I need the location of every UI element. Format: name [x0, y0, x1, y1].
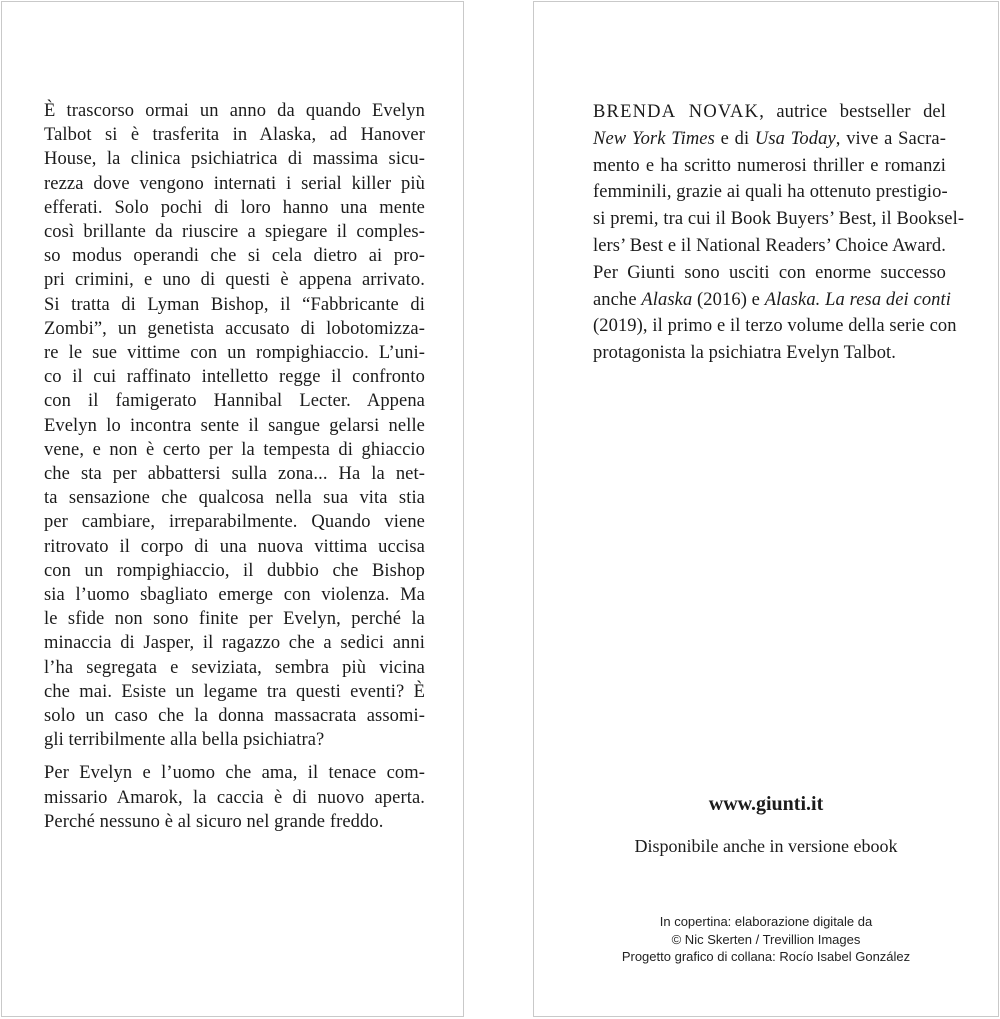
- text-line: pri crimini, e uno di questi è appena arrivato.: [44, 270, 425, 291]
- text-line: che sta per abbattersi sulla zona... Ha la net-: [44, 464, 425, 485]
- text-segment: protagonista la psichiatra Evelyn Talbot.: [593, 343, 897, 364]
- text-line: Si tratta di Lyman Bishop, il “Fabbricante di: [44, 294, 425, 315]
- text-line: efferati. Solo pochi di loro hanno una mente: [44, 197, 425, 218]
- italic-text: Alaska. La resa dei conti: [764, 289, 952, 310]
- text-line: missario Amarok, la caccia è di nuovo aperta.: [44, 787, 425, 808]
- text-line: vene, e non è certo per la tempesta di ghiaccio: [44, 439, 425, 460]
- text-line: Progetto grafico di collana: Rocío Isabel González: [621, 949, 911, 964]
- text-line: rezza dove vengono internati i serial killer più: [44, 173, 425, 194]
- text-line: [593, 206, 965, 233]
- text-line: [593, 99, 946, 126]
- text-line: ta sensazione che qualcosa nella sua vita stia: [44, 488, 425, 509]
- italic-text: Usa Today: [754, 128, 836, 149]
- italic-text: New York Times: [593, 128, 715, 149]
- text-line: Evelyn lo incontra sente il sangue gelarsi nelle: [44, 415, 425, 436]
- text-line: ritrovato il corpo di una nuova vittima uccisa: [44, 536, 425, 557]
- text-segment: , vive a Sacra-: [835, 128, 946, 149]
- text-line: House, la clinica psichiatrica di massima sicu-: [44, 149, 425, 170]
- text-line: con un rompighiaccio, il dubbio che Bishop: [44, 560, 425, 581]
- text-line: In copertina: elaborazione digitale da: [659, 914, 873, 929]
- left-flap: [1, 1, 464, 1017]
- text-line: [593, 340, 946, 367]
- text-segment: (2016) e: [692, 289, 765, 310]
- text-line: Perché nessuno è al sicuro nel grande freddo.: [44, 811, 384, 832]
- text-segment: e di: [714, 128, 755, 149]
- book-synopsis: [44, 99, 425, 834]
- text-line: Zombi”, un genetista accusato di lobotomizza-: [44, 318, 425, 339]
- cover-credits: [534, 913, 998, 966]
- ebook-availability-note: Disponibile anche in versione ebook: [634, 836, 898, 856]
- text-line: [593, 260, 946, 287]
- text-line: Per Evelyn e l’uomo che ama, il tenace com-: [44, 763, 425, 784]
- text-line: per cambiare, irreparabilmente. Quando viene: [44, 512, 425, 533]
- synopsis-paragraph-1: [44, 99, 425, 752]
- author-bio: [593, 99, 965, 367]
- text-line: sia l’uomo sbagliato emerge con violenza. Ma: [44, 585, 425, 606]
- text-line: [593, 179, 946, 206]
- text-segment: mento e ha scritto numerosi thriller e romanzi: [593, 155, 946, 176]
- text-line: [593, 153, 946, 180]
- italic-text: Alaska: [641, 289, 693, 310]
- text-line: [593, 126, 946, 153]
- text-segment: , autrice bestseller del: [759, 102, 946, 122]
- text-segment: lers’ Best e il National Readers’ Choice Award.: [593, 235, 946, 256]
- text-line: l’ha segregata e seviziata, sembra più vicina: [44, 657, 425, 678]
- text-segment: anche: [593, 289, 642, 310]
- text-segment: Per Giunti sono usciti con enorme successo: [593, 262, 946, 283]
- text-line: con il famigerato Hannibal Lecter. Appena: [44, 391, 425, 412]
- text-line: co il cui raffinato intelletto regge il confronto: [44, 367, 425, 388]
- text-line: so modus operandi che si cela dietro ai pro-: [44, 246, 425, 267]
- text-line: gli terribilmente alla bella psichiatra?: [44, 730, 325, 751]
- text-line: così brillante da riuscire a spiegare il comples-: [44, 222, 425, 243]
- text-line: re le sue vittime con un rompighiaccio. L’uni-: [44, 343, 425, 364]
- synopsis-paragraph-2: [44, 761, 425, 834]
- text-segment: si premi, tra cui il Book Buyers’ Best, il Booksel-: [593, 209, 965, 230]
- text-line: le sfide non sono finite per Evelyn, perché la: [44, 609, 425, 630]
- right-flap: [533, 1, 999, 1017]
- author-name: BRENDA NOVAK: [593, 102, 760, 122]
- text-segment: femminili, grazie ai quali ha ottenuto prestigio-: [593, 182, 948, 203]
- text-line: [593, 233, 946, 260]
- text-line: È trascorso ormai un anno da quando Evelyn: [44, 101, 425, 121]
- website-url: www.giunti.it: [708, 793, 824, 815]
- text-line: minaccia di Jasper, il ragazzo che a sedici anni: [44, 633, 425, 654]
- text-line: Talbot si è trasferita in Alaska, ad Hanover: [44, 125, 425, 146]
- text-line: © Nic Skerten / Trevillion Images: [671, 931, 861, 947]
- text-line: solo un caso che la donna massacrata assomi-: [44, 706, 425, 727]
- text-line: che mai. Esiste un legame tra questi eventi? È: [44, 681, 425, 702]
- text-segment: (2019), il primo e il terzo volume della serie con: [593, 316, 957, 337]
- text-line: [593, 287, 952, 314]
- text-line: [593, 313, 957, 340]
